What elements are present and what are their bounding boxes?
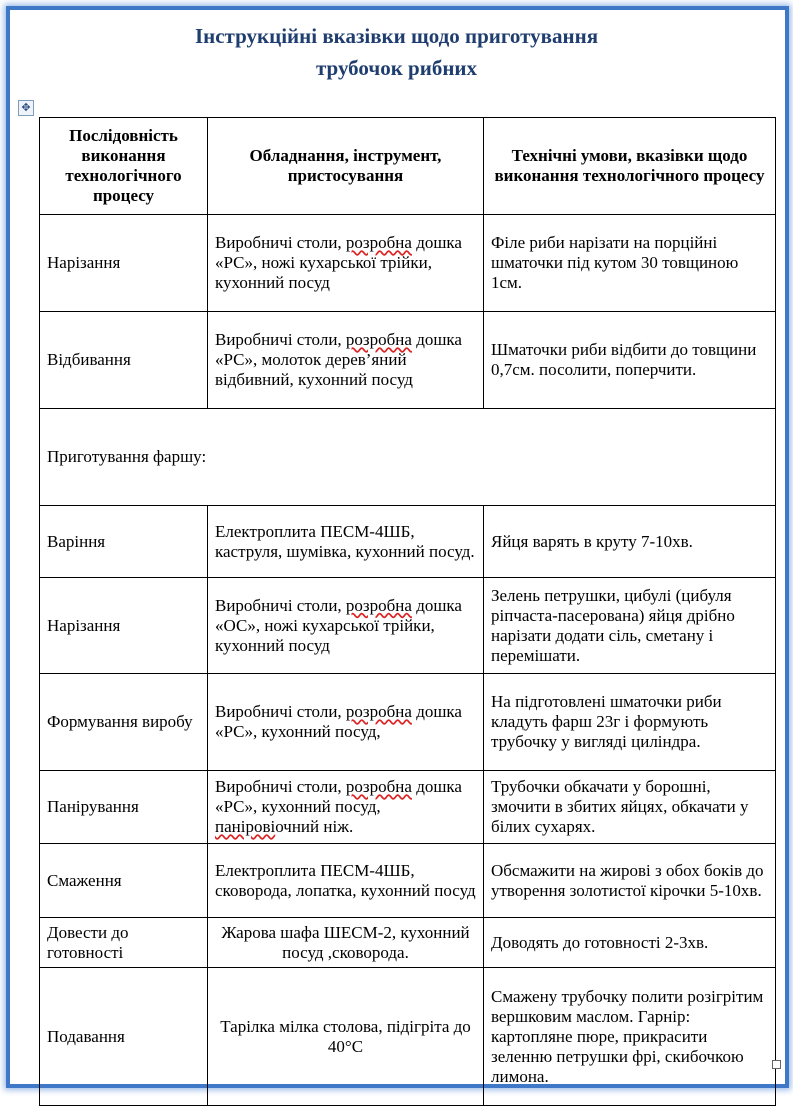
- table-row: [40, 674, 776, 771]
- title-line-2: трубочок рибних: [315, 56, 478, 80]
- notes-cell: Зелень петрушки, цибулі (цибуля ріпчаста-пасерована) яйця дрібно нарізати додати сіль, сметану і перемішати.: [484, 578, 776, 674]
- equipment-cell: Виробничі столи, розробна дошка «РС», кухонний посуд,: [208, 674, 484, 771]
- notes-cell: Трубочки обкачати у борошні, змочити в збитих яйцях, обкачати у білих сухарях.: [484, 771, 776, 844]
- equipment-cell: Виробничі столи, розробна дошка «РС», молоток дерев’яний відбивний, кухонний посуд: [208, 312, 484, 409]
- spellcheck-word: розробна: [345, 702, 412, 721]
- table-row: [40, 968, 776, 1106]
- step-cell: Відбивання: [40, 312, 208, 409]
- section-row: [40, 409, 776, 506]
- notes-cell: Обсмажити на жирові з обох боків до утворення золотистої кірочки 5-10хв.: [484, 844, 776, 918]
- table-header-row: [40, 118, 776, 215]
- resize-handle-icon[interactable]: [772, 1060, 781, 1069]
- title-line-1: Інструкційні вказівки щодо приготування: [194, 24, 599, 48]
- equipment-cell: Жарова шафа ШЕСМ-2, кухонний посуд ,сковорода.: [208, 918, 484, 968]
- step-cell: Подавання: [40, 968, 208, 1106]
- header-conditions: Технічні умови, вказівки щодо виконання технологічного процесу: [484, 118, 776, 215]
- notes-cell: Філе риби нарізати на порційні шматочки під кутом 30 товщиною 1см.: [484, 215, 776, 312]
- instructions-table: [39, 117, 776, 1106]
- move-handle-icon[interactable]: ✥: [18, 100, 34, 116]
- notes-cell: Доводять до готовності 2-3хв.: [484, 918, 776, 968]
- step-cell: Смаження: [40, 844, 208, 918]
- step-cell: Нарізання: [40, 215, 208, 312]
- table-row: [40, 844, 776, 918]
- spellcheck-word: розробна: [345, 330, 412, 349]
- step-cell: Нарізання: [40, 578, 208, 674]
- notes-cell: Шматочки риби відбити до товщини 0,7см. посолити, поперчити.: [484, 312, 776, 409]
- table-row: [40, 771, 776, 844]
- notes-cell: Яйця варять в круту 7-10хв.: [484, 506, 776, 578]
- step-cell: Варіння: [40, 506, 208, 578]
- equipment-cell: Виробничі столи, розробна дошка «ОС», ножі кухарської трійки, кухонний посуд: [208, 578, 484, 674]
- equipment-cell: Виробничі столи, розробна дошка «РС», кухонний посуд, паніровіочний ніж.: [208, 771, 484, 844]
- notes-cell: На підготовлені шматочки риби кладуть фарш 23г і формують трубочку у вигляді циліндра.: [484, 674, 776, 771]
- table-row: [40, 215, 776, 312]
- table-row: [40, 312, 776, 409]
- document-title: [0, 20, 793, 84]
- section-heading: Приготування фаршу:: [40, 409, 776, 506]
- spellcheck-word: розробна: [345, 777, 412, 796]
- spellcheck-word: панірові: [215, 817, 276, 836]
- header-equipment: Обладнання, інструмент, пристосування: [208, 118, 484, 215]
- step-cell: Формування виробу: [40, 674, 208, 771]
- step-cell: Панірування: [40, 771, 208, 844]
- equipment-cell: Тарілка мілка столова, підігріта до 40°С: [208, 968, 484, 1106]
- table-row: [40, 578, 776, 674]
- equipment-cell: Електроплита ПЕСМ-4ШБ, сковорода, лопатка, кухонний посуд: [208, 844, 484, 918]
- table-row: [40, 506, 776, 578]
- step-cell: Довести до готовності: [40, 918, 208, 968]
- table-row: [40, 918, 776, 968]
- spellcheck-word: розробна: [345, 233, 412, 252]
- header-sequence: Послідовність виконання технологічного процесу: [40, 118, 208, 215]
- spellcheck-word: розробна: [345, 595, 412, 615]
- notes-cell: Смажену трубочку полити розігрітим вершковим маслом. Гарнір: картопляне пюре, прикрасити зеленню петрушки фрі, скибочкою лимона.: [484, 968, 776, 1106]
- equipment-cell: Виробничі столи, розробна дошка «РС», ножі кухарської трійки, кухонний посуд: [208, 215, 484, 312]
- equipment-cell: Електроплита ПЕСМ-4ШБ, каструля, шумівка, кухонний посуд.: [208, 506, 484, 578]
